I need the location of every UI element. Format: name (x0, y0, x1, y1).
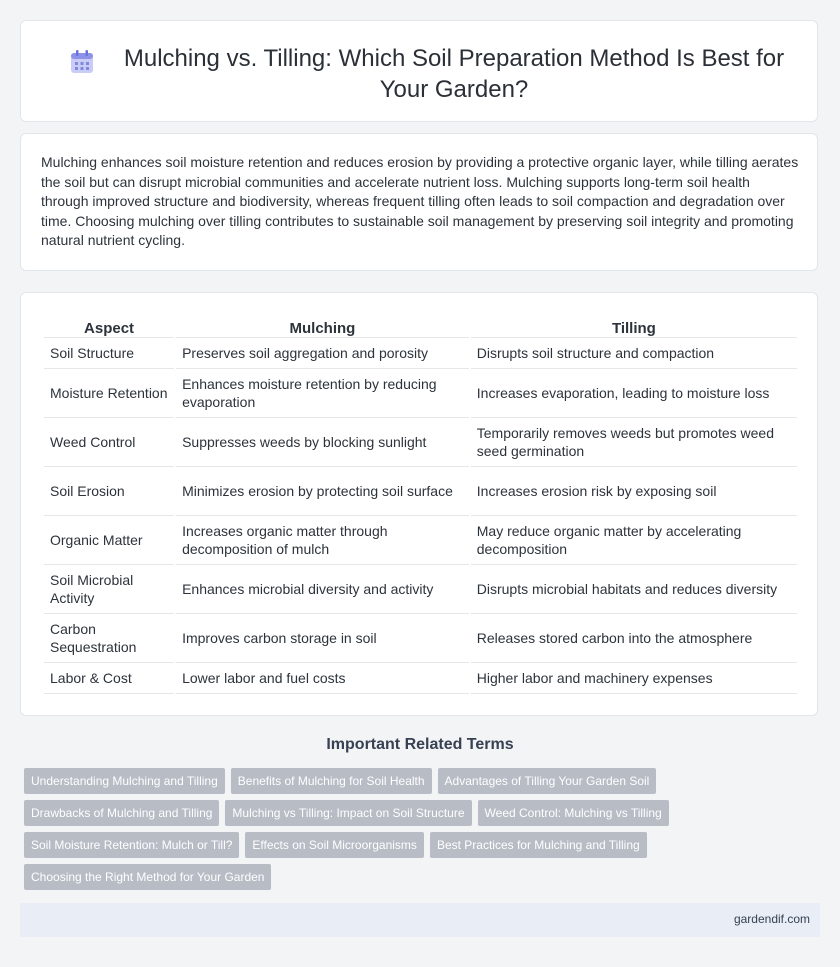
related-term-tag[interactable]: Mulching vs Tilling: Impact on Soil Structure (225, 800, 471, 826)
comparison-table (42, 313, 799, 694)
title-card (20, 20, 818, 122)
related-term-tag[interactable]: Effects on Soil Microorganisms (245, 832, 424, 858)
table-row (44, 516, 797, 565)
table-row (44, 369, 797, 418)
related-term-tag[interactable]: Understanding Mulching and Tilling (24, 768, 225, 794)
table-cell: Improves carbon storage in soil (176, 614, 469, 663)
table-cell: Organic Matter (44, 516, 174, 565)
related-term-tag[interactable]: Choosing the Right Method for Your Garden (24, 864, 271, 890)
table-cell: Temporarily removes weeds but promotes weed seed germination (471, 418, 797, 467)
table-header-tilling: Tilling (471, 313, 797, 338)
table-row (44, 565, 797, 614)
table-cell: Soil Structure (44, 338, 174, 369)
table-row (44, 467, 797, 516)
table-row (44, 338, 797, 369)
related-term-tag[interactable]: Advantages of Tilling Your Garden Soil (438, 768, 657, 794)
table-cell: Increases erosion risk by exposing soil (471, 467, 797, 516)
table-cell: Suppresses weeds by blocking sunlight (176, 418, 469, 467)
table-cell: Weed Control (44, 418, 174, 467)
table-row (44, 418, 797, 467)
table-cell: May reduce organic matter by accelerating decomposition (471, 516, 797, 565)
table-cell: Increases evaporation, leading to moisture loss (471, 369, 797, 418)
table-cell: Carbon Sequestration (44, 614, 174, 663)
table-cell: Disrupts microbial habitats and reduces diversity (471, 565, 797, 614)
table-cell: Moisture Retention (44, 369, 174, 418)
table-row (44, 614, 797, 663)
table-cell: Labor & Cost (44, 663, 174, 694)
related-term-tag[interactable]: Weed Control: Mulching vs Tilling (478, 800, 669, 826)
table-cell: Enhances microbial diversity and activity (176, 565, 469, 614)
footer-site-link[interactable]: gardendif.com (733, 912, 810, 926)
related-terms-title: Important Related Terms (326, 736, 514, 753)
table-cell: Releases stored carbon into the atmosphere (471, 614, 797, 663)
intro-paragraph: Mulching enhances soil moisture retention and reduces erosion by providing a protective organic layer, while tilling aerates the soil but can disrupt microbial communities and accelerate nutrient loss. Mulching supports long-term soil health through improved structure and biodiversity, whereas frequent tilling often leads to soil compaction and degradation over time. Choosing mulching over tilling contributes to sustainable soil management by preserving soil integrity and promoting natural nutrient cycling. (41, 154, 799, 248)
comparison-table-card (20, 292, 818, 716)
intro-card (20, 133, 818, 271)
table-cell: Higher labor and machinery expenses (471, 663, 797, 694)
table-cell: Preserves soil aggregation and porosity (176, 338, 469, 369)
table-header-mulching: Mulching (176, 313, 469, 338)
table-header-aspect: Aspect (44, 313, 174, 338)
table-cell: Minimizes erosion by protecting soil surface (176, 467, 469, 516)
table-cell: Lower labor and fuel costs (176, 663, 469, 694)
related-term-tag[interactable]: Benefits of Mulching for Soil Health (231, 768, 432, 794)
related-terms-list (24, 768, 684, 890)
page-title: Mulching vs. Tilling: Which Soil Preparation Method Is Best for Your Garden? (123, 45, 785, 103)
table-cell: Soil Microbial Activity (44, 565, 174, 614)
related-term-tag[interactable]: Best Practices for Mulching and Tilling (430, 832, 647, 858)
table-cell: Soil Erosion (44, 467, 174, 516)
table-cell: Increases organic matter through decomposition of mulch (176, 516, 469, 565)
table-cell: Enhances moisture retention by reducing evaporation (176, 369, 469, 418)
table-row (44, 663, 797, 694)
table-cell: Disrupts soil structure and compaction (471, 338, 797, 369)
related-term-tag[interactable]: Drawbacks of Mulching and Tilling (24, 800, 219, 826)
footer (20, 903, 820, 937)
related-term-tag[interactable]: Soil Moisture Retention: Mulch or Till? (24, 832, 239, 858)
